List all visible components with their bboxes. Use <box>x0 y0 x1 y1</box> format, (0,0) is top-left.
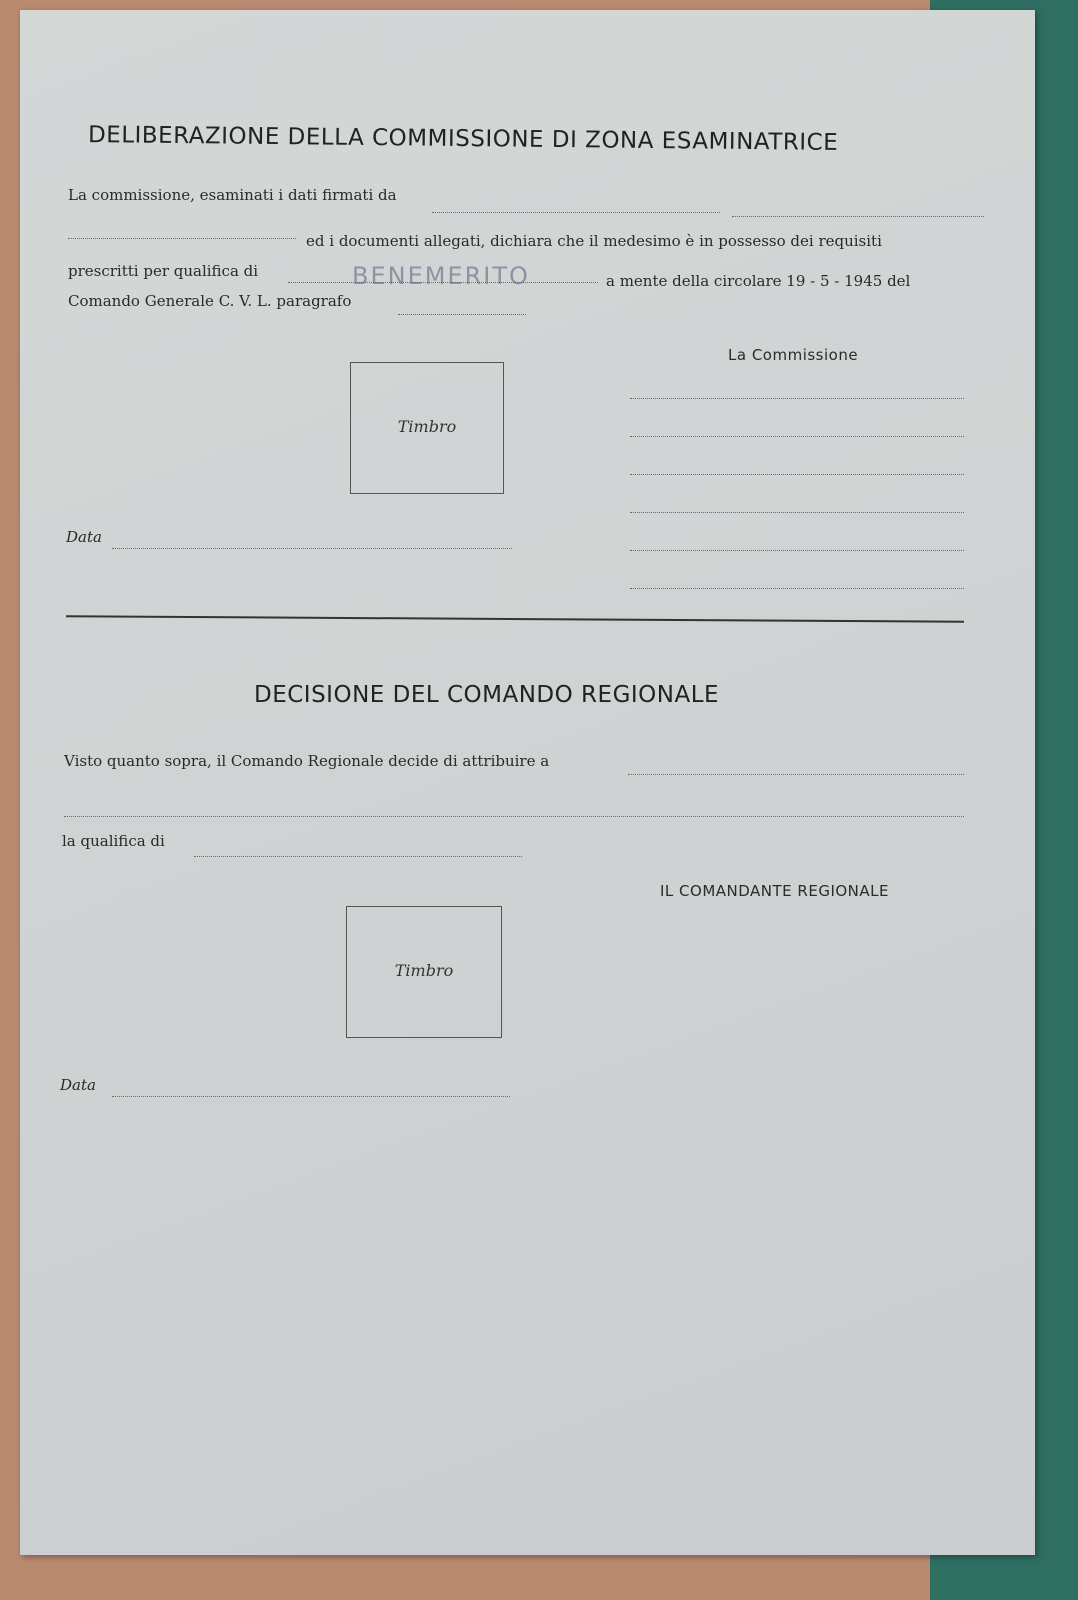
form-sheet <box>20 10 1035 1555</box>
stamp-box-1 <box>350 362 504 494</box>
date-label-2: Data <box>60 1076 96 1094</box>
section1-line1: La commissione, esaminati i dati firmati da <box>68 186 397 204</box>
field-qualifica-2[interactable] <box>194 856 522 857</box>
stamp-label-1: Timbro <box>397 417 457 436</box>
section1-line3-b: a mente della circolare 19 - 5 - 1945 del <box>606 272 911 290</box>
section-divider <box>66 615 964 622</box>
commission-signature-6[interactable] <box>630 588 964 589</box>
commission-label: La Commissione <box>728 346 859 364</box>
field-signed-by-cont[interactable] <box>732 216 984 217</box>
section2-line2: la qualifica di <box>62 832 165 850</box>
section2-title: DECISIONE DEL COMANDO REGIONALE <box>254 682 720 708</box>
date-label-1: Data <box>66 528 102 546</box>
date-field-2[interactable] <box>112 1096 510 1097</box>
commission-signature-1[interactable] <box>630 398 964 399</box>
commander-label: IL COMANDANTE REGIONALE <box>660 882 889 900</box>
section1-line2: ed i documenti allegati, dichiara che il medesimo è in possesso dei requisiti <box>306 232 882 250</box>
field-attribuire-a[interactable] <box>628 774 964 775</box>
field-paragrafo[interactable] <box>398 314 526 315</box>
commission-signature-4[interactable] <box>630 512 964 513</box>
benemerito-stamp: BENEMERITO <box>352 262 530 290</box>
stamp-box-2 <box>346 906 502 1038</box>
section1-line4: Comando Generale C. V. L. paragrafo <box>68 292 352 310</box>
section2-line1: Visto quanto sopra, il Comando Regionale decide di attribuire a <box>64 752 550 770</box>
section1-title: DELIBERAZIONE DELLA COMMISSIONE DI ZONA ESAMINATRICE <box>87 122 839 156</box>
field-name-cont[interactable] <box>68 238 296 239</box>
commission-signature-3[interactable] <box>630 474 964 475</box>
date-field-1[interactable] <box>112 548 512 549</box>
stamp-label-2: Timbro <box>394 961 454 980</box>
commission-signature-2[interactable] <box>630 436 964 437</box>
section1-line3-a: prescritti per qualifica di <box>68 262 259 280</box>
field-attribuire-a-cont[interactable] <box>64 816 964 817</box>
field-signed-by[interactable] <box>432 212 720 213</box>
commission-signature-5[interactable] <box>630 550 964 551</box>
